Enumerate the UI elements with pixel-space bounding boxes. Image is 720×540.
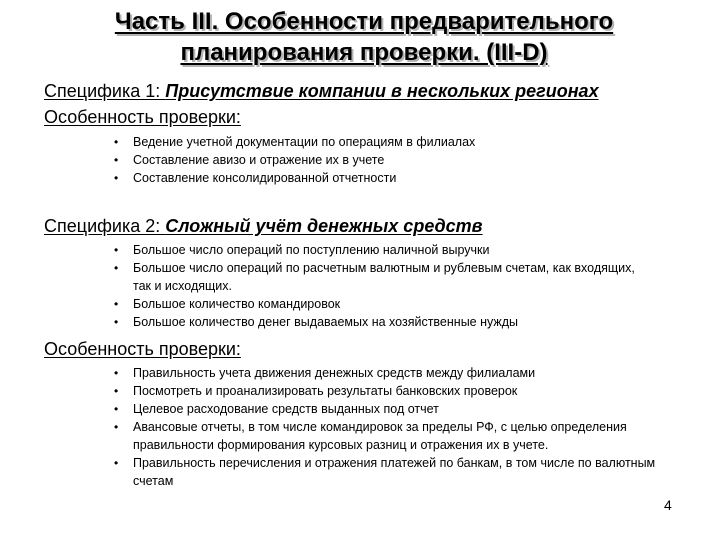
bullet-icon: • xyxy=(114,402,119,416)
bullet-icon: • xyxy=(114,456,119,470)
spec2-emphasis: Сложный учёт денежных средств xyxy=(165,216,483,236)
list-item: • Посмотреть и проанализировать результаты банковских проверок xyxy=(114,384,518,398)
list-item: • Ведение учетной документации по операциям в филиалах xyxy=(114,135,476,149)
slide-title-line-2: планирования проверки. (III-D) xyxy=(180,39,548,66)
list-item: • Большое количество командировок xyxy=(114,297,341,311)
spec2-bullet-list xyxy=(112,241,652,331)
spec1-prefix: Специфика 1: xyxy=(44,81,166,101)
list-item: • Правильность перечисления и отражения платежей по банкам, в том числе по валютным счетам xyxy=(114,456,656,488)
list-item: • Целевое расходование средств выданных под отчет xyxy=(114,402,439,416)
bullet-icon: • xyxy=(114,261,119,275)
bullet-icon: • xyxy=(114,420,119,434)
bullet-icon: • xyxy=(114,297,119,311)
list-item: • Составление консолидированной отчетности xyxy=(114,171,397,185)
bullet-icon: • xyxy=(114,135,119,149)
list-item: • Авансовые отчеты, в том числе командировок за пределы РФ, с целью определения правильности формирования курсовых разниц и отражения их в учете. xyxy=(114,420,627,452)
list-item: • Составление авизо и отражение их в учете xyxy=(114,153,385,167)
spec1-bullet-list xyxy=(112,133,475,187)
spec2-feature-bullet-list xyxy=(112,364,667,490)
bullet-icon: • xyxy=(114,366,119,380)
bullet-icon: • xyxy=(114,315,119,329)
bullet-icon: • xyxy=(114,153,119,167)
list-item: • Большое число операций по расчетным валютным и рублевым счетам, как входящих, так и исходящих. xyxy=(114,261,635,293)
bullet-icon: • xyxy=(114,243,119,257)
spec2-prefix: Специфика 2: xyxy=(44,216,166,236)
list-item: • Большое число операций по поступлению наличной выручки xyxy=(114,243,490,257)
bullet-icon: • xyxy=(114,171,119,185)
spec2-feature-label: Особенность проверки: xyxy=(44,339,241,359)
slide-title-line-1: Часть III. Особенности предварительного xyxy=(114,8,614,35)
spec2-heading xyxy=(44,215,483,237)
spec1-feature-label: Особенность проверки: xyxy=(44,107,241,127)
bullet-icon: • xyxy=(114,384,119,398)
spec1-emphasis: Присутствие компании в нескольких регионах xyxy=(165,81,599,101)
list-item: • Правильность учета движения денежных средств между филиалами xyxy=(114,366,536,380)
slide-title xyxy=(40,6,688,68)
page-number: 4 xyxy=(664,497,672,513)
list-item: • Большое количество денег выдаваемых на хозяйственные нужды xyxy=(114,315,519,329)
spec1-heading xyxy=(44,80,599,102)
